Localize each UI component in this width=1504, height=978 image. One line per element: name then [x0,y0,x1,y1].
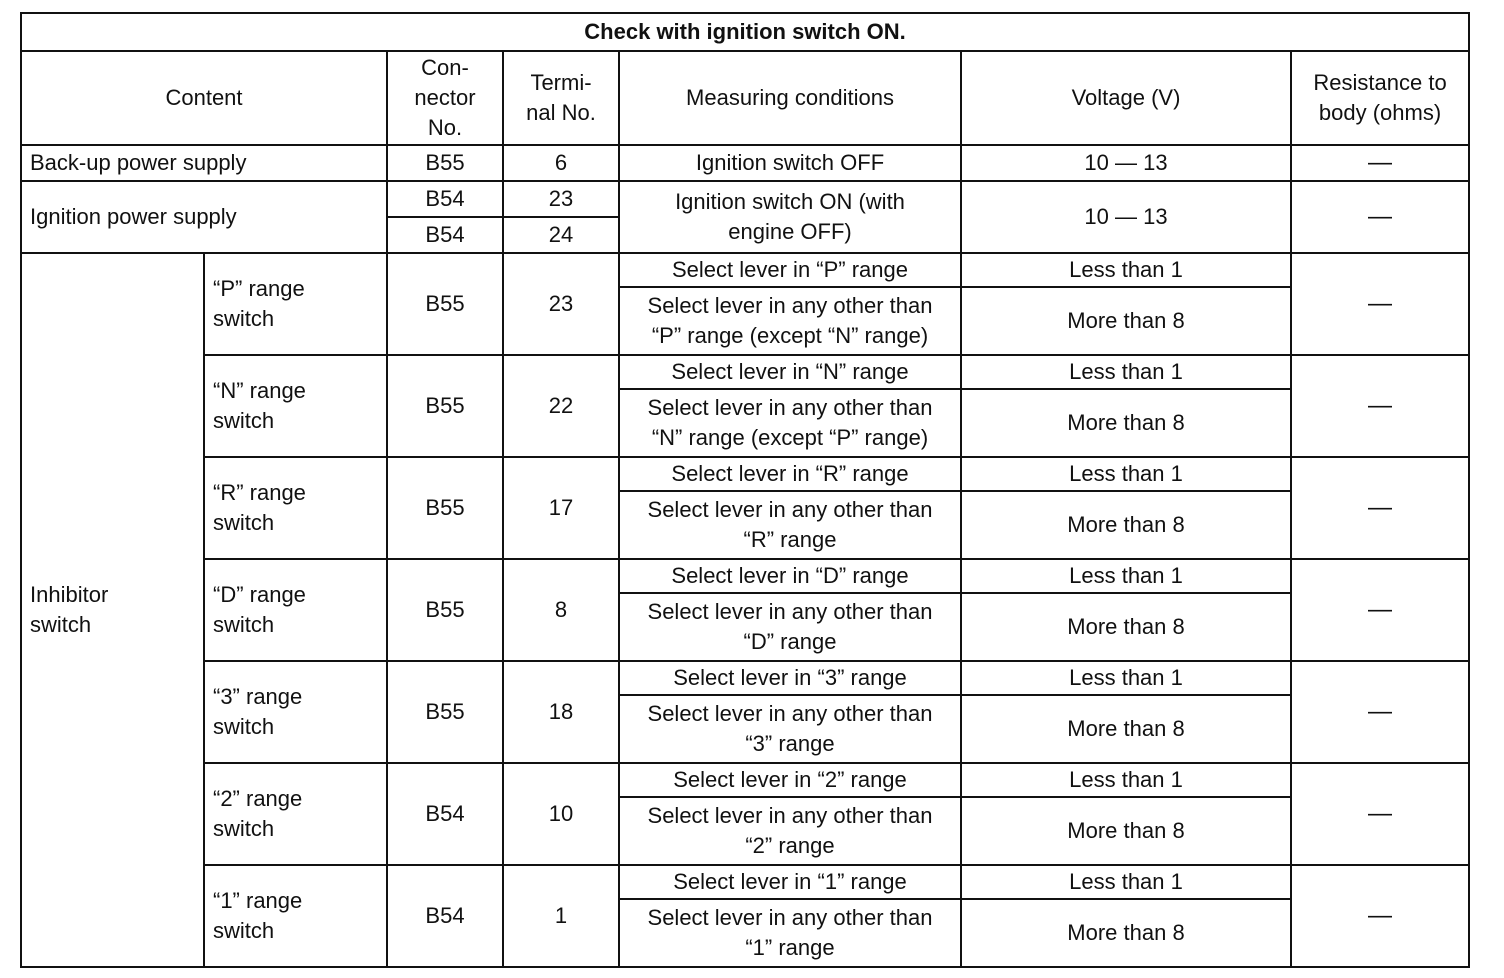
ignition-voltage: 10 — 13 [961,181,1291,253]
header-terminal: Termi- nal No. [503,51,619,145]
range-voltage-other: More than 8 [961,899,1291,967]
range-condition-other: Select lever in any other than “P” range (except “N” range) [619,287,961,355]
range-switch-name: “2” range switch [204,763,387,865]
range-connector: B54 [387,865,503,967]
header-conditions: Measuring conditions [619,51,961,145]
range-condition-in: Select lever in “2” range [619,763,961,797]
inhibitor-label: Inhibitor switch [21,253,204,967]
range-terminal: 17 [503,457,619,559]
range-terminal: 22 [503,355,619,457]
header-content: Content [21,51,387,145]
range-terminal: 18 [503,661,619,763]
range-resistance: — [1291,661,1469,763]
range-condition-other: Select lever in any other than “D” range [619,593,961,661]
table-title: Check with ignition switch ON. [21,13,1469,51]
ignition-condition: Ignition switch ON (with engine OFF) [619,181,961,253]
range-switch-name: “R” range switch [204,457,387,559]
range-voltage-in: Less than 1 [961,457,1291,491]
backup-resistance: — [1291,145,1469,181]
range-connector: B55 [387,661,503,763]
table-row [21,145,1469,181]
table-row [21,661,1469,695]
range-switch-name: “1” range switch [204,865,387,967]
range-connector: B55 [387,355,503,457]
range-switch-name: “P” range switch [204,253,387,355]
range-condition-in: Select lever in “N” range [619,355,961,389]
range-condition-in: Select lever in “D” range [619,559,961,593]
ignition-resistance: — [1291,181,1469,253]
range-connector: B54 [387,763,503,865]
range-voltage-in: Less than 1 [961,865,1291,899]
range-condition-other: Select lever in any other than “2” range [619,797,961,865]
range-terminal: 23 [503,253,619,355]
backup-terminal: 6 [503,145,619,181]
ignition-connector: B54 [387,181,503,217]
table-row [21,355,1469,389]
range-voltage-in: Less than 1 [961,661,1291,695]
range-terminal: 10 [503,763,619,865]
range-voltage-other: More than 8 [961,695,1291,763]
range-voltage-other: More than 8 [961,797,1291,865]
range-terminal: 1 [503,865,619,967]
range-condition-other: Select lever in any other than “3” range [619,695,961,763]
range-condition-other: Select lever in any other than “R” range [619,491,961,559]
range-resistance: — [1291,763,1469,865]
ignition-connector: B54 [387,217,503,253]
table-row [21,457,1469,491]
ignition-label: Ignition power supply [21,181,387,253]
range-connector: B55 [387,457,503,559]
range-voltage-in: Less than 1 [961,253,1291,287]
backup-condition: Ignition switch OFF [619,145,961,181]
range-resistance: — [1291,865,1469,967]
range-switch-name: “N” range switch [204,355,387,457]
range-condition-in: Select lever in “1” range [619,865,961,899]
range-connector: B55 [387,253,503,355]
ignition-terminal: 24 [503,217,619,253]
ignition-terminal: 23 [503,181,619,217]
range-voltage-in: Less than 1 [961,763,1291,797]
range-resistance: — [1291,457,1469,559]
table-row [21,559,1469,593]
backup-label: Back-up power supply [21,145,387,181]
table-row [21,181,1469,217]
table-row [21,865,1469,899]
range-voltage-in: Less than 1 [961,355,1291,389]
range-resistance: — [1291,253,1469,355]
range-condition-in: Select lever in “R” range [619,457,961,491]
range-voltage-other: More than 8 [961,287,1291,355]
backup-voltage: 10 — 13 [961,145,1291,181]
header-resistance: Resistance to body (ohms) [1291,51,1469,145]
header-voltage: Voltage (V) [961,51,1291,145]
backup-connector: B55 [387,145,503,181]
range-condition-in: Select lever in “P” range [619,253,961,287]
range-condition-other: Select lever in any other than “1” range [619,899,961,967]
range-switch-name: “D” range switch [204,559,387,661]
range-voltage-in: Less than 1 [961,559,1291,593]
range-condition-in: Select lever in “3” range [619,661,961,695]
range-switch-name: “3” range switch [204,661,387,763]
range-connector: B55 [387,559,503,661]
table-row [21,253,1469,287]
range-voltage-other: More than 8 [961,389,1291,457]
range-voltage-other: More than 8 [961,593,1291,661]
range-resistance: — [1291,355,1469,457]
range-voltage-other: More than 8 [961,491,1291,559]
range-terminal: 8 [503,559,619,661]
range-condition-other: Select lever in any other than “N” range (except “P” range) [619,389,961,457]
ignition-check-table [20,12,1470,968]
table-row [21,763,1469,797]
header-connector: Con- nector No. [387,51,503,145]
range-resistance: — [1291,559,1469,661]
